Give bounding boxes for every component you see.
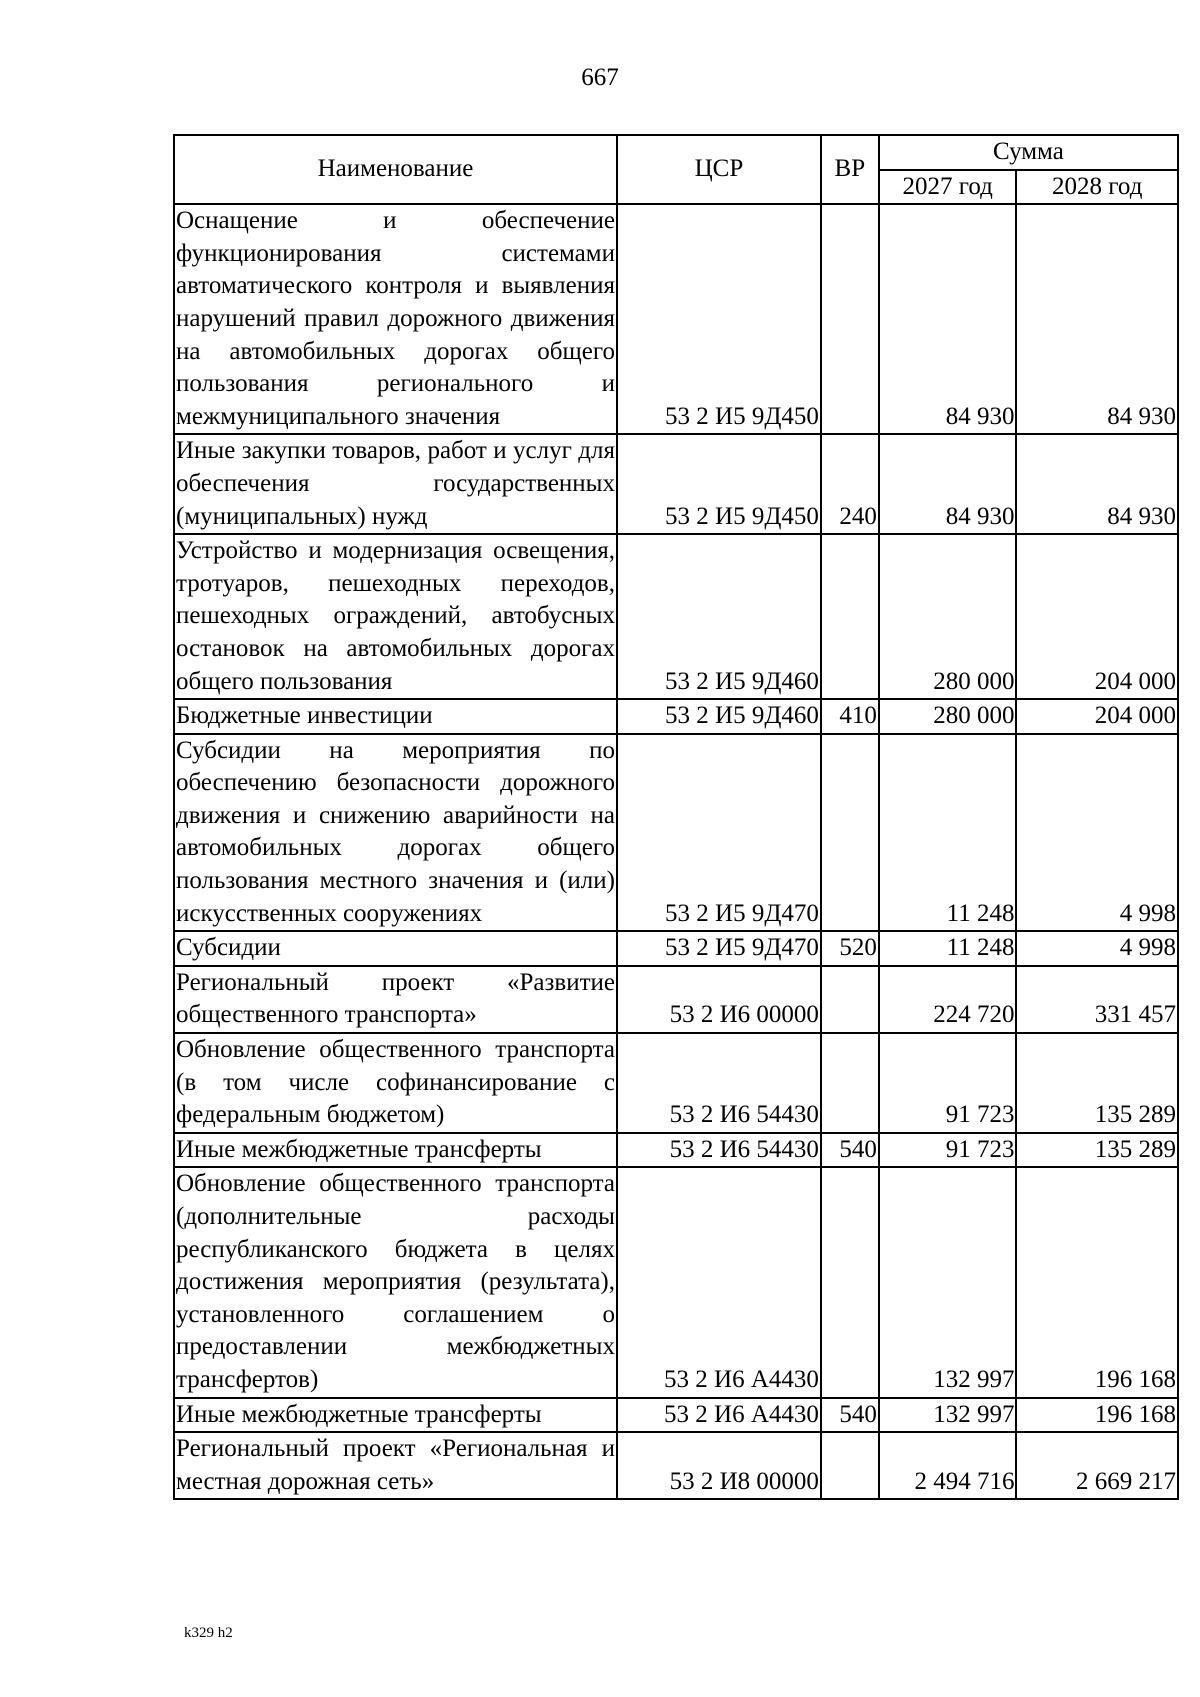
row-sum-2028: 4 998 xyxy=(1016,734,1178,932)
budget-table xyxy=(173,134,1179,1500)
table-row xyxy=(174,434,1178,534)
header-csr: ЦСР xyxy=(617,135,821,204)
row-csr: 53 2 И8 00000 xyxy=(617,1432,821,1499)
row-vr xyxy=(821,734,879,932)
row-sum-2028: 204 000 xyxy=(1016,534,1178,699)
table-row xyxy=(174,204,1178,434)
row-name: Оснащение и обеспечение функционирования системами автоматического контроля и выявления нарушений правил дорожного движения на автомобильных дорогах общего пользования регионального и межмуниципального значения xyxy=(174,204,617,434)
table-row xyxy=(174,699,1178,734)
row-name: Субсидии на мероприятия по обеспечению безопасности дорожного движения и снижению аварийности на автомобильных дорогах общего пользования местного значения и (или) искусственных сооружениях xyxy=(174,734,617,932)
row-vr: 410 xyxy=(821,699,879,734)
row-name: Устройство и модернизация освещения, тротуаров, пешеходных переходов, пешеходных ограждений, автобусных остановок на автомобильных дорогах общего пользования xyxy=(174,534,617,699)
table-row xyxy=(174,1432,1178,1499)
row-sum-2027: 11 248 xyxy=(879,931,1017,966)
row-sum-2028: 135 289 xyxy=(1016,1033,1178,1133)
table-row xyxy=(174,1398,1178,1433)
row-csr: 53 2 И6 00000 xyxy=(617,966,821,1033)
row-sum-2028: 196 168 xyxy=(1016,1167,1178,1397)
table-row xyxy=(174,1167,1178,1397)
row-sum-2027: 91 723 xyxy=(879,1133,1017,1168)
row-sum-2027: 280 000 xyxy=(879,534,1017,699)
row-csr: 53 2 И5 9Д450 xyxy=(617,434,821,534)
row-name: Иные закупки товаров, работ и услуг для обеспечения государственных (муниципальных) нужд xyxy=(174,434,617,534)
page-number: 667 xyxy=(581,64,619,91)
row-vr: 540 xyxy=(821,1133,879,1168)
row-sum-2028: 84 930 xyxy=(1016,204,1178,434)
header-year-2027: 2027 год xyxy=(879,170,1017,205)
header-vr: ВР xyxy=(821,135,879,204)
row-csr: 53 2 И5 9Д450 xyxy=(617,204,821,434)
row-vr xyxy=(821,1432,879,1499)
row-name: Бюджетные инвестиции xyxy=(174,699,617,734)
row-sum-2028: 331 457 xyxy=(1016,966,1178,1033)
row-sum-2027: 91 723 xyxy=(879,1033,1017,1133)
row-vr: 540 xyxy=(821,1398,879,1433)
row-sum-2027: 84 930 xyxy=(879,434,1017,534)
row-vr: 240 xyxy=(821,434,879,534)
row-vr xyxy=(821,1033,879,1133)
row-sum-2028: 204 000 xyxy=(1016,699,1178,734)
table-row xyxy=(174,534,1178,699)
header-name: Наименование xyxy=(174,135,617,204)
row-sum-2028: 2 669 217 xyxy=(1016,1432,1178,1499)
row-sum-2027: 132 997 xyxy=(879,1398,1017,1433)
row-name: Обновление общественного транспорта (дополнительные расходы республиканского бюджета в целях достижения мероприятия (результата), установленного соглашением о предоставлении межбюджетных трансфертов) xyxy=(174,1167,617,1397)
table-row xyxy=(174,1133,1178,1168)
row-sum-2027: 11 248 xyxy=(879,734,1017,932)
row-name: Региональный проект «Развитие общественного транспорта» xyxy=(174,966,617,1033)
row-csr: 53 2 И5 9Д470 xyxy=(617,931,821,966)
table-row xyxy=(174,734,1178,932)
row-sum-2027: 280 000 xyxy=(879,699,1017,734)
row-csr: 53 2 И5 9Д470 xyxy=(617,734,821,932)
row-csr: 53 2 И5 9Д460 xyxy=(617,699,821,734)
row-vr: 520 xyxy=(821,931,879,966)
row-sum-2027: 132 997 xyxy=(879,1167,1017,1397)
row-sum-2028: 196 168 xyxy=(1016,1398,1178,1433)
row-csr: 53 2 И6 А4430 xyxy=(617,1398,821,1433)
row-sum-2028: 84 930 xyxy=(1016,434,1178,534)
row-sum-2027: 2 494 716 xyxy=(879,1432,1017,1499)
row-sum-2028: 4 998 xyxy=(1016,931,1178,966)
footer-code: k329 h2 xyxy=(184,1625,233,1641)
row-csr: 53 2 И6 А4430 xyxy=(617,1167,821,1397)
row-name: Субсидии xyxy=(174,931,617,966)
table-header xyxy=(174,135,1178,204)
row-vr xyxy=(821,534,879,699)
header-sum: Сумма xyxy=(879,135,1178,170)
table-row xyxy=(174,966,1178,1033)
row-name: Иные межбюджетные трансферты xyxy=(174,1398,617,1433)
row-vr xyxy=(821,966,879,1033)
header-year-2028: 2028 год xyxy=(1016,170,1178,205)
row-csr: 53 2 И6 54430 xyxy=(617,1133,821,1168)
row-csr: 53 2 И5 9Д460 xyxy=(617,534,821,699)
row-name: Региональный проект «Региональная и местная дорожная сеть» xyxy=(174,1432,617,1499)
row-sum-2027: 84 930 xyxy=(879,204,1017,434)
table-row xyxy=(174,931,1178,966)
table-row xyxy=(174,1033,1178,1133)
table-body xyxy=(174,204,1178,1499)
row-name: Иные межбюджетные трансферты xyxy=(174,1133,617,1168)
row-sum-2027: 224 720 xyxy=(879,966,1017,1033)
row-sum-2028: 135 289 xyxy=(1016,1133,1178,1168)
row-csr: 53 2 И6 54430 xyxy=(617,1033,821,1133)
row-vr xyxy=(821,1167,879,1397)
row-vr xyxy=(821,204,879,434)
row-name: Обновление общественного транспорта (в том числе софинансирование с федеральным бюджетом) xyxy=(174,1033,617,1133)
